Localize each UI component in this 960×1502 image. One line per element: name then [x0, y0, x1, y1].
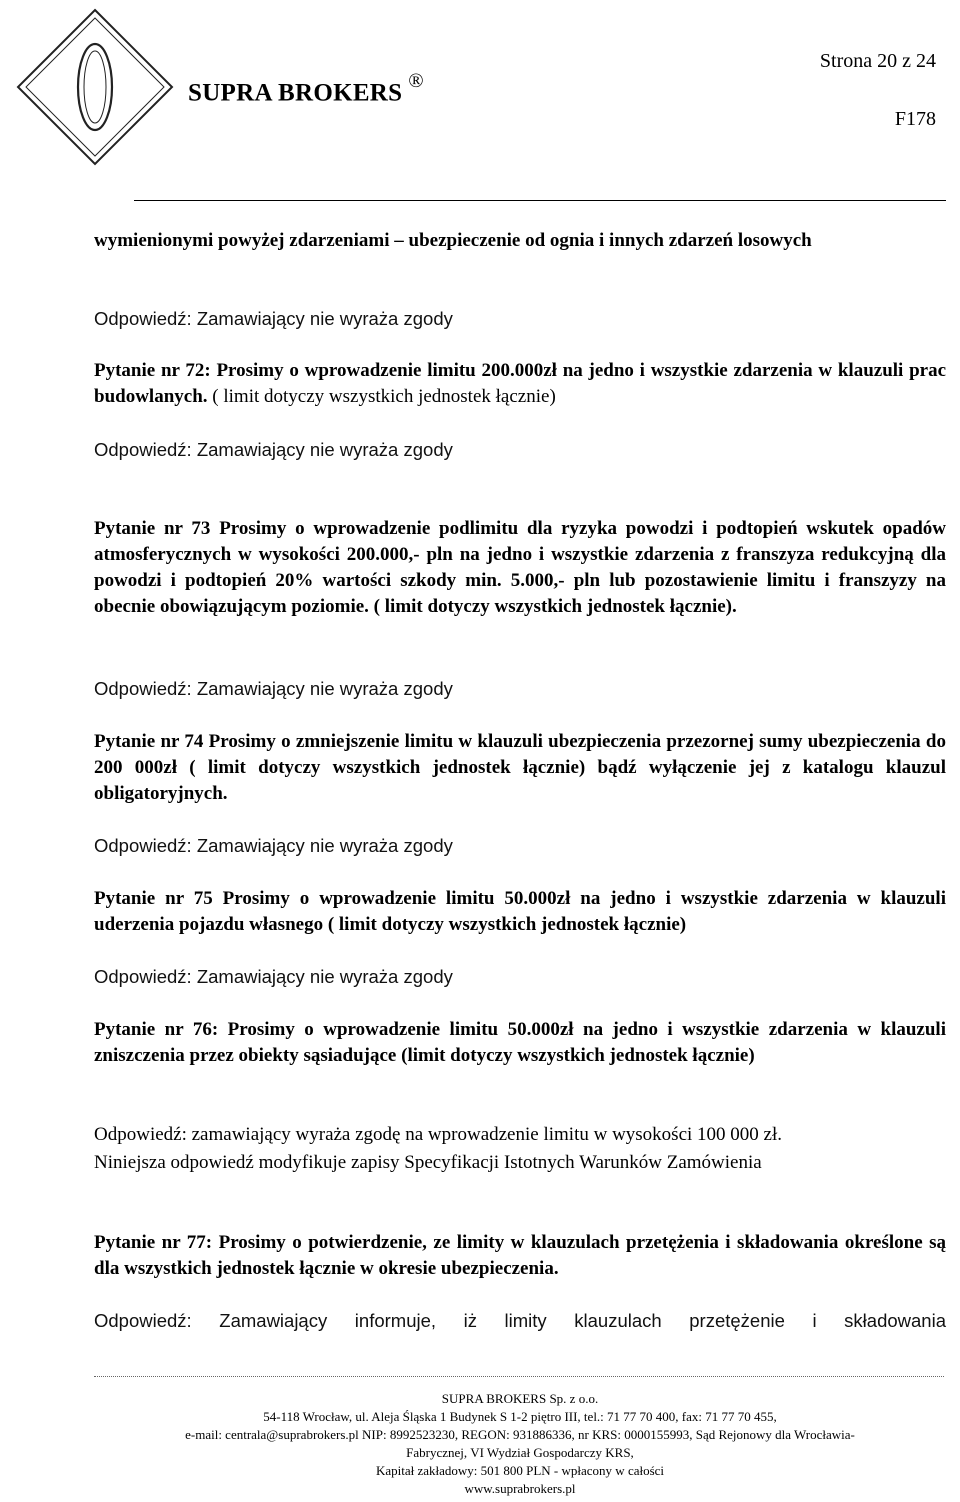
- answer-73: Odpowiedź: Zamawiający nie wyraża zgody: [94, 678, 453, 699]
- document-code: F178: [894, 108, 936, 130]
- question-74: Pytanie nr 74 Prosimy o zmniejszenie limitu w klauzuli ubezpieczenia przezornej sumy ubezpieczenia do 200 000zł ( limit dotyczy wszystkich jednostek łącznie) bądź wyłączenie jej z katalogu klauzul obligatoryjnych.: [94, 731, 946, 804]
- answer-intro: Odpowiedź: Zamawiający nie wyraża zgody: [94, 308, 453, 329]
- brand-name: SUPRA BROKERS ®: [188, 70, 424, 107]
- question-75: Pytanie nr 75 Prosimy o wprowadzenie limitu 50.000zł na jedno i wszystkie zdarzenia w klauzuli uderzenia pojazdu własnego ( limit dotyczy wszystkich jednostek łącznie): [94, 888, 946, 935]
- footer-registration: e-mail: centrala@suprabrokers.pl NIP: 8992523230, REGON: 931886336, nr KRS: 0000155993, Sąd Rejonowy dla Wrocławia-: [185, 1427, 855, 1442]
- answer-76-line1: Odpowiedź: zamawiający wyraża zgodę na wprowadzenie limitu w wysokości 100 000 zł.: [94, 1124, 782, 1145]
- question-76: Pytanie nr 76: Prosimy o wprowadzenie limitu 50.000zł na jedno i wszystkie zdarzenia w klauzuli zniszczenia przez obiekty sąsiadujące (limit dotyczy wszystkich jednostek łącznie): [94, 1019, 946, 1066]
- footer-address: 54-118 Wrocław, ul. Aleja Śląska 1 Budynek S 1-2 piętro III, tel.: 71 77 70 400, fax: 71 77 70 455,: [263, 1409, 777, 1424]
- header-divider: [134, 200, 946, 201]
- question-72-note: ( limit dotyczy wszystkich jednostek łącznie): [207, 386, 556, 407]
- question-77: Pytanie nr 77: Prosimy o potwierdzenie, ze limity w klauzulach przetężenia i składowania określone są dla wszystkich jednostek łącznie w okresie ubezpieczenia.: [94, 1232, 946, 1279]
- answer-77: Odpowiedź: Zamawiający informuje, iż limity klauzulach przetężenie i składowania: [94, 1310, 946, 1331]
- answer-74: Odpowiedź: Zamawiający nie wyraża zgody: [94, 835, 453, 856]
- company-footer: [80, 1390, 960, 1498]
- supra-brokers-logo: [12, 4, 178, 170]
- page-number: Strona 20 z 24: [819, 50, 936, 72]
- registered-mark: ®: [408, 70, 424, 92]
- intro-paragraph: wymienionymi powyżej zdarzeniami – ubezpieczenie od ognia i innych zdarzeń losowych: [94, 230, 812, 251]
- footer-court: Fabrycznej, VI Wydział Gospodarczy KRS,: [406, 1445, 634, 1460]
- answer-72: Odpowiedź: Zamawiający nie wyraża zgody: [94, 439, 453, 460]
- question-72-main: Pytanie nr 72: Prosimy o wprowadzenie limitu 200.000zł na jedno i wszystkie zdarzenia w klauzuli prac budowlanych.: [94, 360, 946, 407]
- footer-capital: Kapitał zakładowy: 501 800 PLN - wpłacony w całości: [375, 1463, 665, 1478]
- question-72: [94, 358, 946, 410]
- footer-website: www.suprabrokers.pl: [464, 1481, 576, 1496]
- answer-76-line2: Niniejsza odpowiedź modyfikuje zapisy Specyfikacji Istotnych Warunków Zamówienia: [94, 1152, 762, 1173]
- question-73: Pytanie nr 73 Prosimy o wprowadzenie podlimitu dla ryzyka powodzi i podtopień wskutek opadów atmosferycznych w wysokości 200.000,- pln na jedno i wszystkie zdarzenia z franszyza redukcyjną dla powodzi i podtopień 20% wartości szkody min. 5.000,- pln lub pozostawienie limitu i franszyzy na obecnie obowiązującym poziomie. ( limit dotyczy wszystkich jednostek łącznie).: [94, 518, 946, 617]
- answer-75: Odpowiedź: Zamawiający nie wyraża zgody: [94, 966, 453, 987]
- footer-divider: [94, 1376, 944, 1377]
- footer-company-name: SUPRA BROKERS Sp. z o.o.: [441, 1391, 599, 1406]
